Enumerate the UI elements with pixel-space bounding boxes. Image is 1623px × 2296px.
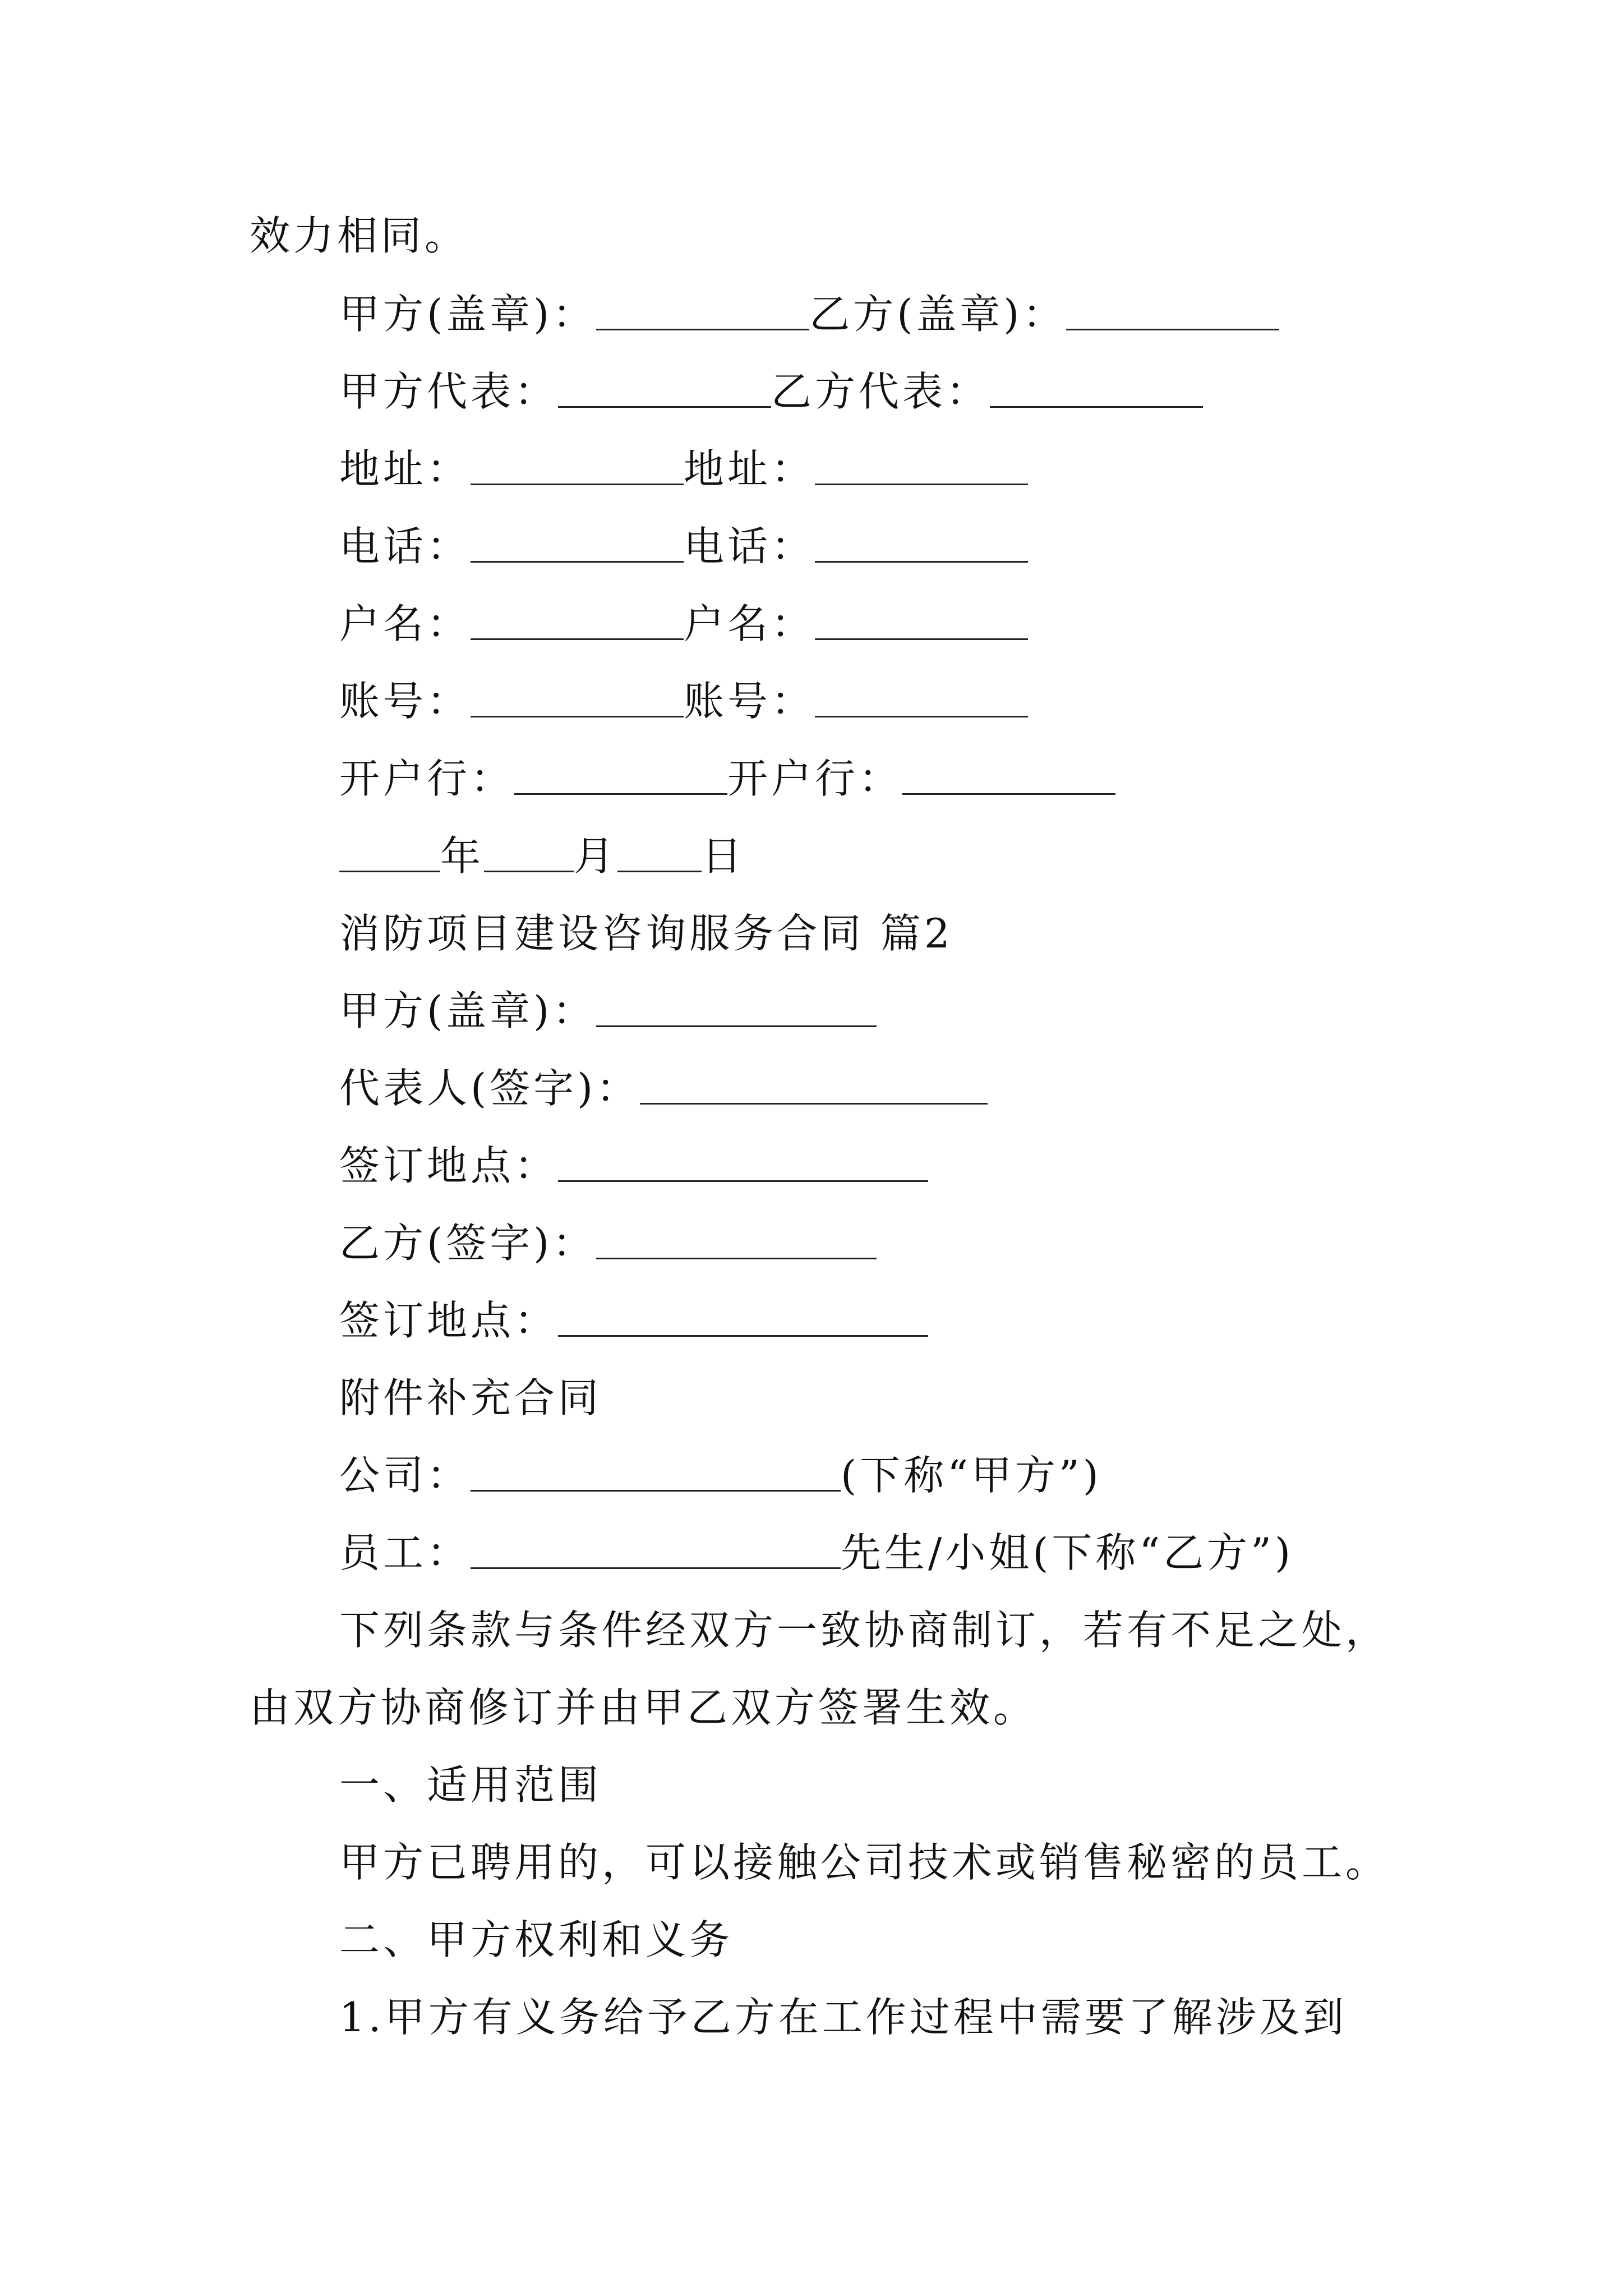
party-b-label: 乙方(盖章)： bbox=[809, 291, 1067, 338]
signature-line bbox=[339, 751, 1115, 807]
signature-line bbox=[339, 518, 1028, 574]
heading-text: 一、适用范围 bbox=[339, 1761, 602, 1809]
party-a-label: 电话： bbox=[339, 523, 471, 570]
party-b-label: 乙方代表： bbox=[771, 368, 990, 415]
paragraph-line bbox=[250, 208, 468, 264]
party-b-label: 地址： bbox=[684, 445, 815, 493]
fill-blank[interactable] bbox=[471, 449, 684, 485]
party-a-label: 开户行： bbox=[339, 755, 515, 802]
field-label: 甲方(盖章)： bbox=[339, 987, 597, 1034]
fill-blank[interactable] bbox=[1066, 294, 1279, 330]
section-heading bbox=[339, 905, 953, 961]
month-blank[interactable] bbox=[484, 836, 574, 872]
fill-blank[interactable] bbox=[815, 449, 1028, 485]
fill-blank[interactable] bbox=[558, 371, 771, 408]
subtitle-line bbox=[339, 1370, 602, 1426]
month-label: 月 bbox=[574, 832, 618, 880]
day-label: 日 bbox=[702, 832, 746, 880]
paragraph-line bbox=[339, 1602, 1389, 1658]
form-line bbox=[339, 1215, 877, 1271]
line-text: 下列条款与条件经双方一致协商制订，若有不足之处， bbox=[339, 1607, 1390, 1654]
form-line bbox=[339, 1447, 1102, 1503]
field-suffix: 先生/小姐(下称“乙方”) bbox=[841, 1529, 1294, 1576]
field-label: 签订地点： bbox=[339, 1142, 559, 1189]
fill-blank[interactable] bbox=[471, 526, 684, 563]
signature-line bbox=[339, 441, 1028, 497]
field-label: 签订地点： bbox=[339, 1297, 559, 1344]
field-label: 乙方(签字)： bbox=[339, 1220, 597, 1267]
subtitle-text: 附件补充合同 bbox=[339, 1374, 602, 1421]
party-a-label: 甲方(盖章)： bbox=[339, 291, 597, 338]
signature-line bbox=[339, 286, 1279, 342]
year-label: 年 bbox=[440, 832, 485, 880]
paragraph-line bbox=[339, 1989, 1347, 2045]
section-heading bbox=[339, 1912, 733, 1968]
fill-blank[interactable] bbox=[514, 758, 727, 795]
party-a-label: 账号： bbox=[339, 678, 471, 725]
form-line bbox=[339, 983, 877, 1039]
form-line bbox=[339, 1292, 928, 1349]
signature-line bbox=[339, 596, 1028, 652]
line-text: 由双方协商修订并由甲乙双方签署生效。 bbox=[250, 1684, 1038, 1731]
fill-blank[interactable] bbox=[596, 294, 809, 330]
fill-blank[interactable] bbox=[640, 1068, 988, 1105]
form-line bbox=[339, 1525, 1294, 1581]
line-text: 甲方已聘用的，可以接触公司技术或销售秘密的员工。 bbox=[339, 1839, 1390, 1886]
party-a-label: 甲方代表： bbox=[339, 368, 559, 415]
fill-blank[interactable] bbox=[558, 1300, 928, 1337]
party-b-label: 户名： bbox=[684, 600, 815, 647]
heading-text: 消防项目建设咨询服务合同 篇2 bbox=[339, 910, 953, 957]
year-blank[interactable] bbox=[339, 836, 440, 872]
fill-blank[interactable] bbox=[471, 1455, 841, 1492]
party-b-label: 账号： bbox=[684, 678, 815, 725]
date-line bbox=[339, 828, 745, 884]
fill-blank[interactable] bbox=[815, 681, 1028, 717]
fill-blank[interactable] bbox=[902, 758, 1115, 795]
form-line bbox=[339, 1060, 988, 1116]
paragraph-line bbox=[250, 1680, 1037, 1736]
fill-blank[interactable] bbox=[990, 371, 1203, 408]
party-a-label: 户名： bbox=[339, 600, 471, 647]
fill-blank[interactable] bbox=[558, 1145, 928, 1182]
party-b-label: 开户行： bbox=[727, 755, 903, 802]
field-label: 公司： bbox=[339, 1452, 471, 1499]
day-blank[interactable] bbox=[617, 836, 702, 872]
party-a-label: 地址： bbox=[339, 445, 471, 493]
fill-blank[interactable] bbox=[815, 604, 1028, 640]
fill-blank[interactable] bbox=[471, 681, 684, 717]
fill-blank[interactable] bbox=[471, 604, 684, 640]
fill-blank[interactable] bbox=[596, 1223, 877, 1259]
line-text: 1.甲方有义务给予乙方在工作过程中需要了解涉及到 bbox=[339, 1994, 1347, 2041]
line-text: 效力相同。 bbox=[250, 212, 469, 259]
fill-blank[interactable] bbox=[815, 526, 1028, 563]
signature-line bbox=[339, 364, 1203, 420]
field-label: 代表人(签字)： bbox=[339, 1065, 640, 1112]
paragraph-line bbox=[339, 1834, 1389, 1890]
field-suffix: (下称“甲方”) bbox=[841, 1452, 1102, 1499]
field-label: 员工： bbox=[339, 1529, 471, 1576]
fill-blank[interactable] bbox=[471, 1533, 841, 1569]
party-b-label: 电话： bbox=[684, 523, 815, 570]
heading-text: 二、甲方权利和义务 bbox=[339, 1916, 734, 1963]
fill-blank[interactable] bbox=[596, 991, 877, 1027]
signature-line bbox=[339, 673, 1028, 729]
section-heading bbox=[339, 1757, 602, 1813]
form-line bbox=[339, 1138, 928, 1194]
